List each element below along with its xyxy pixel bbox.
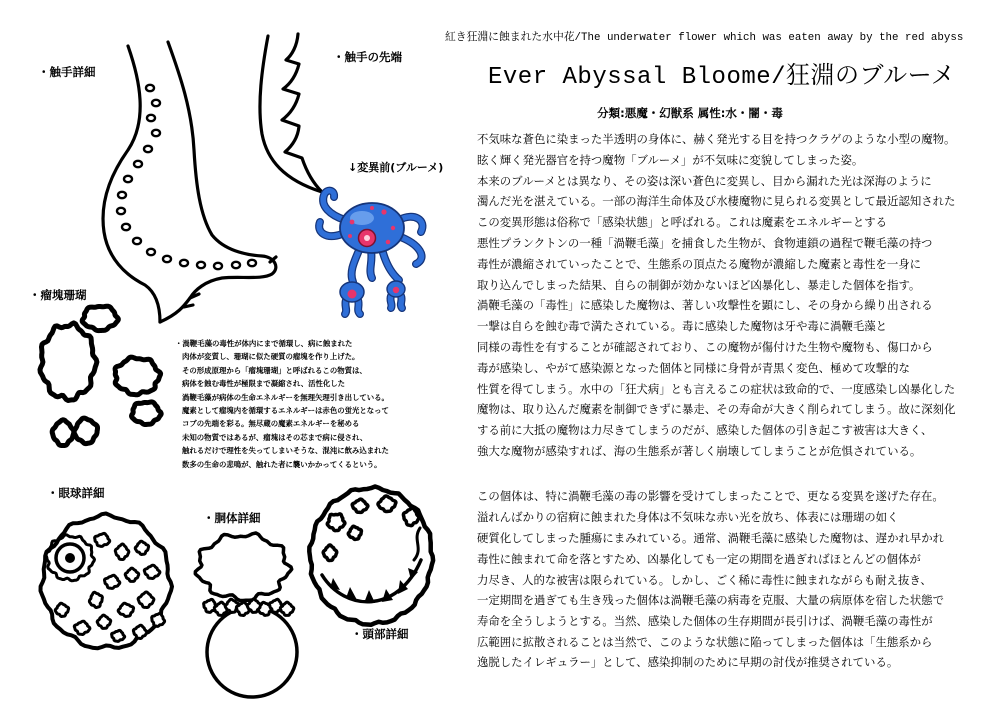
classification-line: 分類:悪魔・幻獣系 属性:水・闇・毒: [597, 106, 783, 120]
blume-creature-illustration: [319, 191, 422, 314]
description-line: 同様の毒性を有することが確認されており、この魔物が傷付けた生物や魔物も、傷口から: [477, 340, 933, 354]
description-line: 眩く輝く発光器官を持つ魔物「ブルーメ」が不気味に変貌してしまった姿。: [477, 153, 864, 167]
body-sphere: [207, 607, 297, 697]
red-spot: [391, 226, 395, 230]
spot: [352, 499, 368, 512]
sucker-mark: [144, 146, 152, 152]
pupil: [65, 553, 75, 563]
red-spot: [348, 234, 352, 238]
description-line: 逸脱したイレギュラー」として、感染抑制のために早期の討伐が推奨されている。: [477, 655, 899, 669]
tentacle-detail-drawing: [103, 42, 276, 322]
tooth: [330, 578, 340, 590]
sheet-subtitle: 紅き狂淵に蝕まれた水中花/The underwater flower which was eaten away by the red abyss: [445, 32, 964, 44]
description-line: 悪性プランクトンの一種「渦鞭毛藻」を捕食した生物が、食物連鎖の過程で鞭毛藻の持つ: [477, 236, 933, 250]
label-eye-detail: ・眼球詳細: [47, 486, 105, 500]
tentacle-stroke: [370, 251, 372, 278]
tentacle-outline-right: [160, 42, 276, 322]
sucker-mark: [124, 176, 132, 182]
description-line: 広範囲に拡散されることは当然で、このような状態に陥ってしまった個体は「生態系から: [477, 635, 933, 649]
label-pre-mutation: ↓変異前(ブルーメ): [348, 161, 444, 174]
red-spot: [350, 220, 355, 225]
sucker-mark: [214, 263, 222, 269]
description-line: 一撃は自らを蝕む毒で満たされている。毒に感染した魔物は牙や毒に渦鞭毛藻と: [477, 319, 888, 333]
red-spot: [370, 206, 374, 210]
eye-surface-spots: [55, 533, 164, 641]
tentacle-suckers: [117, 85, 256, 269]
sucker-mark: [133, 238, 141, 244]
spot: [89, 592, 102, 607]
tumor-coral-drawing: [40, 306, 161, 445]
sucker-mark: [152, 100, 160, 106]
description-line: 毒性が濃縮されていったことで、生態系の頂点たる魔物が濃縮した魔素と毒性を一身に: [477, 257, 922, 271]
spot: [97, 615, 111, 628]
description-line: 一定期間を過ぎても生き残った個体は渦鞭毛藻の病毒を克服、大量の病原体を宿した状態で: [477, 593, 945, 607]
sucker-mark: [147, 115, 155, 121]
description-line: 本来のブルーメとは異なり、その姿は深い蒼色に変異し、目から漏れた光は深海のように: [477, 174, 932, 188]
spot: [348, 526, 361, 539]
description-line: 渦鞭毛藻の「毒性」に感染した魔物は、著しい攻撃性を顕にし、その身から繰り出される: [477, 298, 933, 312]
coral-lump: [74, 418, 97, 444]
sucker-mark: [117, 208, 125, 214]
small-creature-left: [340, 282, 364, 314]
spot: [105, 575, 120, 588]
coral-lump: [115, 357, 161, 395]
description-line: 硬質化してしまった腫瘍にまみれている。通常、渦鞭毛藻に感染した魔物は、遅かれ早かれ: [477, 531, 945, 545]
note-line: ・渦鞭毛藻の毒性が体内にまで循環し、病に蝕まれた: [175, 339, 353, 348]
label-tentacle-detail: ・触手詳細: [38, 65, 96, 79]
head-spots: [323, 496, 419, 561]
illustration-panel: [0, 0, 445, 702]
note-line: その形成原理から「瘤塊珊瑚」と呼ばれるこの物質は、: [182, 366, 367, 375]
body-collar: [204, 599, 294, 615]
head-inner-edge: [414, 528, 420, 560]
spot: [115, 544, 129, 560]
description-line: 力尽き、人的な被害は限られている。しかし、ごく稀に毒性に蝕まれながらも耐え抜き、: [477, 573, 932, 587]
description-line: 毒性に蝕まれて命を落とすため、凶暴化しても一定の期間を過ぎればほとんどの個体が: [477, 552, 921, 566]
spot: [135, 541, 148, 554]
label-tentacle-tip: ・触手の先端: [333, 50, 402, 64]
sheet-title: Ever Abyssal Bloome/狂淵のブルーメ: [488, 64, 956, 91]
tooth: [364, 590, 375, 603]
collar-lump: [280, 602, 294, 615]
sucker-mark: [122, 224, 130, 230]
note-line: 魔素として瘤塊内を循環するエネルギーは赤色の蛍光となって: [182, 406, 389, 415]
description-line: この個体は、特に渦鞭毛藻の毒の影響を受けてしまったことで、更なる変異を遂げた存在。: [477, 489, 944, 503]
head-detail-drawing: [309, 487, 433, 625]
sucker-mark: [248, 260, 256, 266]
red-spot: [386, 240, 391, 245]
sucker-mark: [197, 262, 205, 268]
spot: [112, 630, 125, 641]
spot: [133, 625, 146, 638]
coral-lump: [82, 306, 118, 330]
body-frill-top: [195, 533, 291, 601]
description-line: 不気味な蒼色に染まった半透明の身体に、赫く発光する目を持つクラゲのような小型の魔物。: [477, 132, 956, 146]
note-line: 触れるだけで理性を失ってしまいそうな、混沌に飲み込まれた: [182, 446, 389, 455]
sucker-mark: [118, 192, 126, 198]
tentacle-tip-drawing: [260, 34, 322, 192]
note-line: 病体を蝕む毒性が極限まで凝縮され、活性化した: [182, 379, 346, 388]
description-line: 性質を得てしまう。水中の「狂犬病」とも言えるこの症状は致命的で、一度感染し凶暴化した: [477, 382, 956, 396]
spot: [152, 613, 165, 626]
sucker-mark: [232, 262, 240, 268]
red-spot: [381, 209, 386, 214]
sucker-mark: [134, 161, 142, 167]
description-line: 強大な魔物が感染すれば、海の生態系が著しく崩壊してしまうことが危惧されている。: [477, 444, 922, 458]
note-line: 肉体が変質し、珊瑚に似た硬質の瘤塊を作り上げた。: [182, 352, 360, 361]
coral-lump: [132, 402, 162, 425]
description-line: 魔物は、取り込んだ魔素を制御できずに暴走、その寿命が大きく削られてしまう。故に深刻化: [477, 402, 956, 416]
creature-pupil: [364, 235, 370, 241]
tip-outline-left: [260, 36, 322, 192]
note-line: コブの先端を彩る。無尽蔵の魔素エネルギーを秘める: [182, 419, 360, 428]
label-head-detail: ・頭部詳細: [351, 627, 409, 641]
spot: [138, 592, 154, 608]
tentacle-outline-left: [103, 46, 160, 322]
tentacle-stroke: [352, 248, 360, 282]
description-line: この変異形態は俗称で「感染状態」と呼ばれる。これは魔素をエネルギーとする: [477, 215, 888, 229]
sucker-mark: [152, 130, 160, 136]
eye-detail-drawing: [41, 514, 173, 649]
label-body-detail: ・胴体詳細: [203, 511, 261, 525]
spot: [403, 508, 418, 526]
tooth: [346, 587, 357, 600]
spot: [378, 496, 396, 512]
description-line: 濁んだ光を湛えている。一部の海洋生命体及び水棲魔物に見られる変異として最近認知された: [477, 194, 956, 208]
coral-lump: [52, 420, 74, 446]
note-line: 未知の物質ではあるが、瘤塊はその芯まで病に侵され、: [182, 433, 368, 442]
spot: [327, 514, 345, 531]
spot: [323, 545, 337, 561]
tentacle-stroke: [390, 296, 402, 308]
head-teeth: [330, 568, 418, 603]
small-creature-eye: [348, 290, 357, 299]
sucker-mark: [163, 256, 171, 262]
note-line: 数多の生命の悲鳴が、触れた者に襲いかかってくるという。: [182, 460, 382, 469]
note-line: 渦鞭毛藻が病体の生命エネルギーを無理矢理引き出している。: [182, 393, 389, 402]
description-line: 毒が感染し、やがて感染源となった個体と同様に身骨が青黒く変色、極めて攻撃的な: [477, 361, 910, 375]
spot: [95, 533, 110, 546]
sucker-mark: [146, 85, 154, 91]
spot: [55, 603, 68, 616]
description-line: する前に大抵の魔物は力尽きてしまうのだが、感染した個体の引き起こす被害は大きく、: [477, 423, 933, 437]
spot: [118, 603, 133, 616]
small-creature-eye: [393, 287, 399, 293]
spot: [74, 621, 90, 634]
description-line: 溢れんばかりの宿痾に蝕まれた身体は不気味な赤い光を放ち、体表には珊瑚の如く: [477, 510, 899, 524]
spot: [125, 568, 139, 581]
spot: [144, 565, 160, 578]
small-creature-right: [387, 281, 405, 308]
sucker-mark: [147, 249, 155, 255]
description-line: 取り込んでしまった結果、自らの制御が効かないほど凶暴化し、暴走した個体を指す。: [477, 278, 921, 292]
label-tumor-coral: ・瘤塊珊瑚: [29, 288, 87, 302]
sucker-mark: [180, 260, 188, 266]
tip-outline-hooked: [282, 34, 322, 192]
tentacle-stroke: [398, 236, 422, 264]
description-line: 寿命を全うしようとする。当然、感染した個体の生存期間が長引けば、渦鞭毛藻の毒性が: [477, 614, 933, 628]
body-detail-drawing: [195, 533, 297, 697]
coral-lump: [40, 323, 97, 401]
